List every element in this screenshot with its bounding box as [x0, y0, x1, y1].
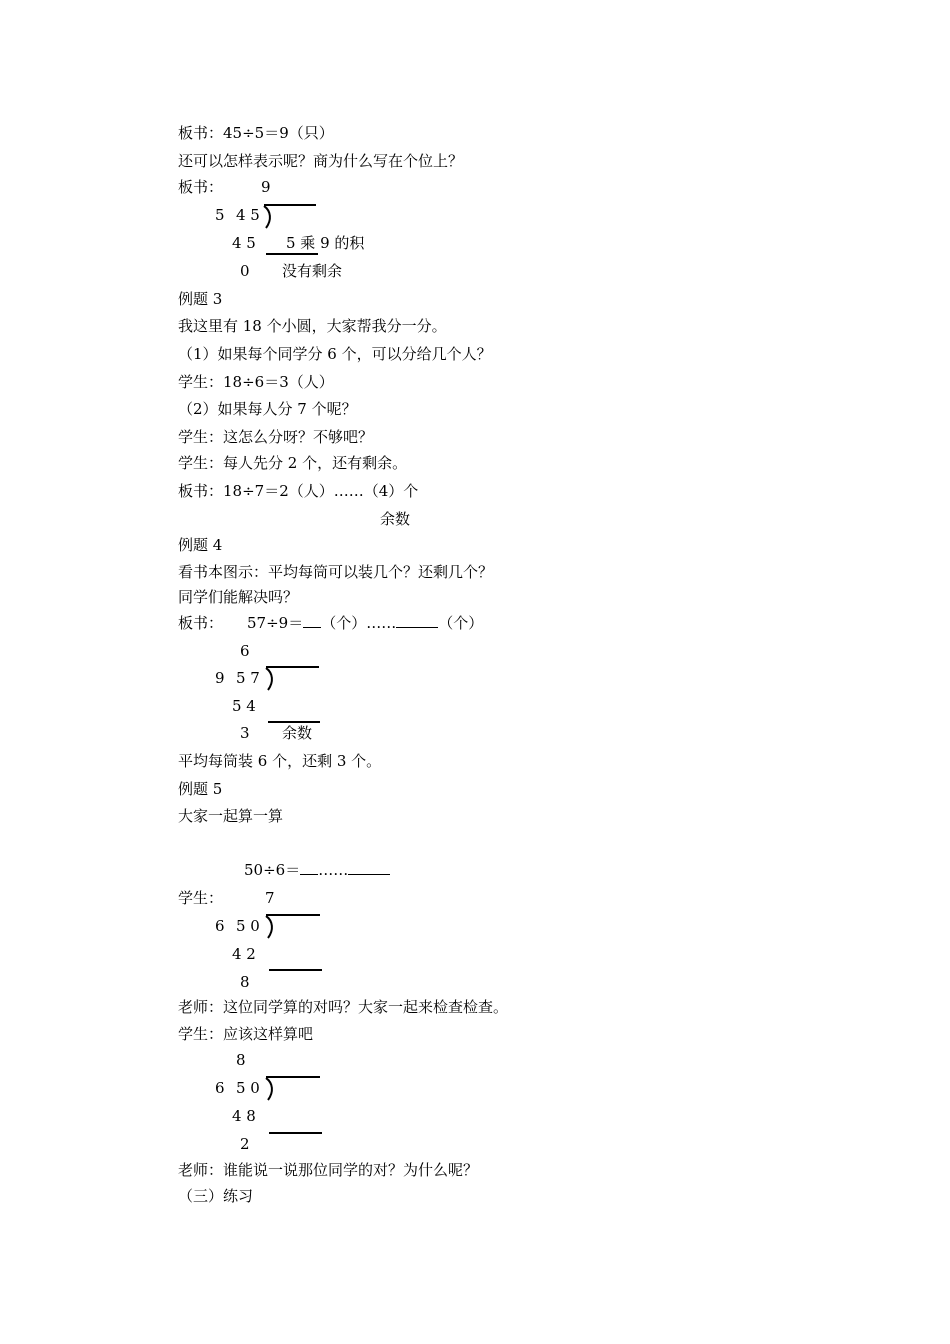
- div4-quotient: 8: [236, 1051, 246, 1069]
- example-3-title: 例题 3: [178, 290, 223, 308]
- div1-product: 4 5: [232, 234, 256, 252]
- example-5-line-1: 大家一起算一算: [178, 807, 284, 825]
- example-4-board: [178, 613, 483, 633]
- div3-line: [269, 968, 329, 972]
- student-line-2: 学生：应该这样算吧: [178, 1025, 314, 1043]
- div4-line: [269, 1131, 329, 1135]
- div4-product: 4 8: [232, 1107, 256, 1125]
- div1-dividend: 4 5: [236, 206, 260, 224]
- example-5-eq: 50÷6＝: [244, 861, 301, 879]
- div4-dividend: 5 0: [236, 1079, 260, 1097]
- example-3-answer-3: 学生：每人先分 2 个，还有剩余。: [178, 454, 408, 472]
- example-4-answer: 平均每筒装 6 个，还剩 3 个。: [178, 752, 382, 770]
- div1-bracket: [262, 202, 322, 232]
- teacher-line-1: 老师：这位同学算的对吗？大家一起来检查检查。: [178, 998, 509, 1016]
- div3-remainder: 8: [240, 973, 250, 991]
- div1-divisor: 5: [215, 206, 225, 224]
- blank-4: [348, 860, 390, 875]
- div2-quotient: 6: [240, 642, 250, 660]
- example-3-remainder-label: 余数: [380, 510, 411, 528]
- div3-dividend: 5 0: [236, 917, 260, 935]
- div2-remainder: 3: [240, 724, 250, 742]
- section-3-heading: （三）练习: [178, 1187, 254, 1205]
- div1-quotient: 9: [261, 178, 271, 196]
- example-4-board-end: （个）: [438, 614, 484, 632]
- div2-bracket: [264, 664, 324, 694]
- example-3-board: 板书：18÷7＝2（人）……（4）个: [178, 482, 419, 500]
- div4-remainder: 2: [240, 1135, 250, 1153]
- div1-note-remainder: 没有剩余: [282, 262, 343, 280]
- example-3-answer-1: 学生：18÷6＝3（人）: [178, 373, 334, 391]
- div3-bracket: [264, 912, 324, 942]
- example-3-answer-2: 学生：这怎么分呀？不够吧？: [178, 428, 374, 446]
- example-4-board-mid: （个）……: [321, 614, 397, 632]
- example-4-title: 例题 4: [178, 536, 223, 554]
- example-3-question-1: （1）如果每个同学分 6 个，可以分给几个人？: [178, 345, 492, 363]
- board-line-1: 板书：45÷5＝9（只）: [178, 124, 334, 142]
- blank-1: [303, 613, 321, 628]
- div2-divisor: 9: [215, 669, 225, 687]
- example-4-board-prefix: 板书：: [178, 614, 224, 632]
- div1-note-product: 5 乘 9 的积: [286, 234, 365, 252]
- div4-divisor: 6: [215, 1079, 225, 1097]
- question-line: 还可以怎样表示呢？商为什么写在个位上？: [178, 152, 464, 170]
- example-3-line-1: 我这里有 18 个小圆，大家帮我分一分。: [178, 317, 447, 335]
- div2-dividend: 5 7: [236, 669, 260, 687]
- div3-quotient: 7: [265, 889, 275, 907]
- example-4-board-eq: 57÷9＝: [247, 614, 304, 632]
- example-3-question-2: （2）如果每人分 7 个呢？: [178, 400, 357, 418]
- div2-note: 余数: [282, 724, 313, 742]
- div2-product: 5 4: [232, 697, 256, 715]
- div3-product: 4 2: [232, 945, 256, 963]
- example-5-title: 例题 5: [178, 780, 223, 798]
- div1-line: [266, 252, 326, 256]
- example-4-line-2: 同学们能解决吗？: [178, 588, 299, 606]
- example-4-line-1: 看书本图示：平均每筒可以装几个？还剩几个？: [178, 563, 494, 581]
- example-5-dots: ……: [318, 861, 349, 879]
- div1-remainder: 0: [240, 262, 250, 280]
- div4-bracket: [264, 1074, 324, 1104]
- blank-3: [300, 860, 318, 875]
- example-5-equation: [244, 860, 390, 880]
- example-5-student-label: 学生：: [178, 889, 224, 907]
- board-label: 板书：: [178, 178, 224, 196]
- div3-divisor: 6: [215, 917, 225, 935]
- blank-2: [396, 613, 438, 628]
- teacher-line-2: 老师：谁能说一说那位同学的对？为什么呢？: [178, 1161, 479, 1179]
